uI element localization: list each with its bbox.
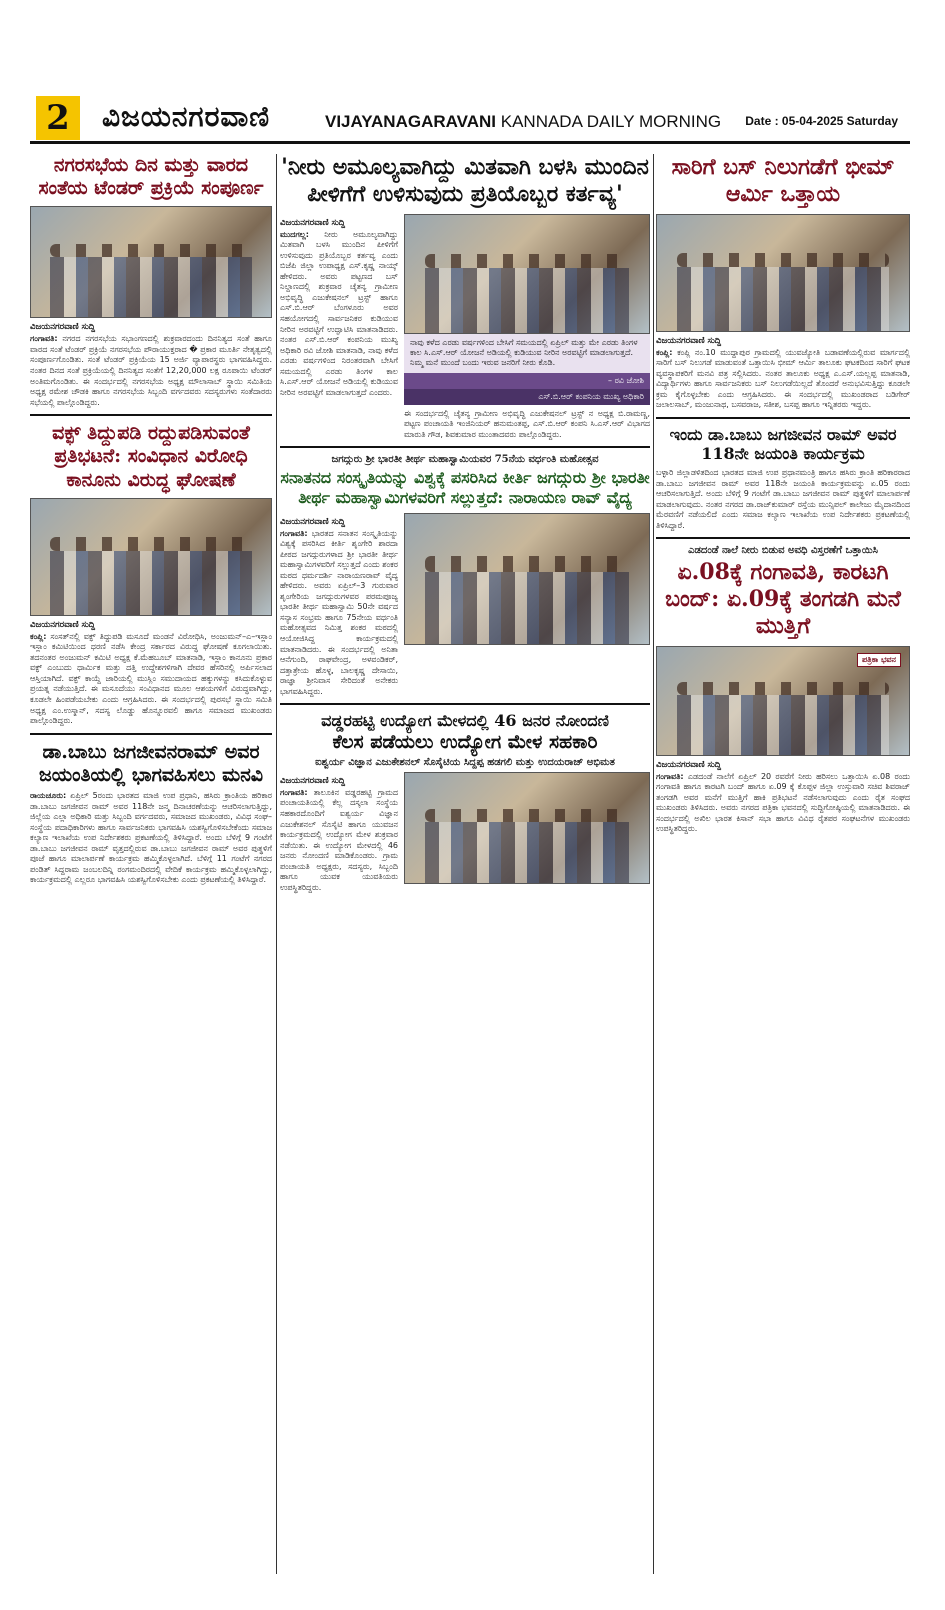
article-dateline: ಗಂಗಾವತಿ:	[280, 528, 308, 538]
article-photo	[404, 214, 650, 334]
article-text: ಎಡದಂಡೆ ನಾಲೆಗೆ ಏಪ್ರಿಲ್ 20 ರವರೆಗೆ ನೀರು ಹರಿಸಲು ಒತ್ತಾಯಿಸಿ ಏ.08 ರಂದು ಗಂಗಾವತಿ ಹಾಗೂ ಕಾರಟಗಿ ಬಂದ್ ಹಾಗೂ ಏ.09 ಕ್ಕೆ ಕೊಪ್ಪಳ ಜಿಲ್ಲಾ ಉಸ್ತುವಾರಿ ಸಚಿವ ಶಿವರಾಜ್ ತಂಗಡಗಿ ಅವರ ಮನೆಗೆ ಮುತ್ತಿಗೆ ಹಾಕಿ ಪ್ರತಿಭಟನೆ ನಡೆಸಲಾಗುವುದು ಎಂದು ರೈತ ಸಂಘದ ಮುಖಂಡರು ತಿಳಿಸಿದರು. ಅವರು ನಗರದ ಪತ್ರಿಕಾ ಭವನದಲ್ಲಿ ಸುದ್ದಿಗೋಷ್ಠಿಯಲ್ಲಿ ಮಾತನಾಡಿದರು. ಈ ಸಂದರ್ಭದಲ್ಲಿ ಅಖಿಲ ಭಾರತ ಕಿಸಾನ್ ಸಭಾ ಹಾಗೂ ವಿವಿಧ ರೈತಪರ ಸಂಘಟನೆಗಳ ಮುಖಂಡರು ಉಪಸ್ಥಿತರಿದ್ದರು.	[656, 771, 910, 834]
article-block	[280, 772, 650, 893]
paper-title-english-rest: KANNADA DAILY MORNING	[500, 112, 722, 131]
article-body	[280, 788, 398, 893]
article-photo-column	[404, 772, 650, 893]
article-dateline: ಗಂಗಾವತಿ:	[656, 771, 684, 781]
article-dateline: ಗಂಗಾವತಿ:	[280, 787, 308, 797]
divider	[656, 537, 910, 539]
article-text: ಬಳ್ಳಾರಿ ಜಿಲ್ಲಾಡಳಿತದಿಂದ ಭಾರತದ ಮಾಜಿ ಉಪ ಪ್ರಧಾನಮಂತ್ರಿ ಹಾಗೂ ಹಸಿರು ಕ್ರಾಂತಿ ಹರಿಕಾರರಾದ ಡಾ.ಬಾಬು ಜಗಜೀವನ ರಾಮ್ ಅವರ 118ನೇ ಜಯಂತಿ ಕಾರ್ಯಕ್ರಮವನ್ನು ಏ.05 ರಂದು ಆಚರಿಸಲಾಗುತ್ತಿದೆ. ಅಂದು ಬೆಳಿಗ್ಗೆ 9 ಗಂಟೆಗೆ ಡಾ.ಬಾಬು ಜಗಜೀವನ ರಾಮ್ ಪುತ್ಥಳಿಗೆ ಮಾಲಾರ್ಪಣೆ ಮಾಡಲಾಗುವುದು. ನಂತರ ನಗರದ ಡಾ.ರಾಜ್‌ಕುಮಾರ್ ರಸ್ತೆಯ ಮುನ್ಸಿಪಲ್ ಕಾಲೇಜು ಮೈದಾನದಿಂದ ಮೆರವಣಿಗೆ ನಡೆಯಲಿದೆ ಎಂದು ಸಮಾಜ ಕಲ್ಯಾಣ ಇಲಾಖೆಯ ಉಪ ನಿರ್ದೇಶಕರು ಪ್ರಕಟಣೆಯಲ್ಲಿ ತಿಳಿಸಿದ್ದಾರೆ.	[656, 467, 910, 530]
article-text-column	[280, 214, 398, 441]
article-headline: ವಕ್ಫ್ ತಿದ್ದುಪಡಿ ರದ್ದುಪಡಿಸುವಂತೆ ಪ್ರತಿಭಟನೆ: ಸಂವಿಧಾನ ವಿರೋಧಿ ಕಾನೂನು ವಿರುದ್ಧ ಘೋಷಣೆ	[52, 422, 250, 491]
article-byline: ವಿಜಯನಗರವಾಣಿ ಸುದ್ದಿ	[656, 759, 722, 770]
issue-date: Date : 05-04-2025 Saturday	[745, 114, 898, 128]
article-byline: ವಿಜಯನಗರವಾಣಿ ಸುದ್ದಿ	[280, 217, 346, 228]
article-dateline: ಗಂಗಾವತಿ:	[30, 334, 58, 344]
divider	[280, 446, 650, 448]
article-photo	[656, 214, 910, 332]
paper-title-english	[325, 112, 721, 132]
paper-title-english-bold: VIJAYANAGARAVANI	[325, 112, 496, 131]
article-text: ನಗರದ ನಗರಸಭೆಯ ಸಭಾಂಗಣದಲ್ಲಿ ಶುಕ್ರವಾರದಂದು ದಿನನಿತ್ಯದ ಸಂತೆ ಹಾಗೂ ವಾರದ ಸಂತೆ ಟೆಂಡರ್ ಪ್ರಕ್ರಿಯೆ ನಗರಸಭೆಯ ಪೌರಾಯುಕ್ತರಾದ � ಪ್ರಕಾರ ಮೂರ್ತಿ ನೇತೃತ್ವದಲ್ಲಿ ಸಂಪೂರ್ಣಗೊಂಡಿತು. ಸಂತೆ ಟೆಂಡರ್ ಪ್ರಕ್ರಿಯೆಯ 15 ಅರ್ಜಿ ವ್ಯಾಪಾರಸ್ಥರು ಭಾಗವಹಿಸಿದ್ದರು. ನಂತರ ದಿನದ ಸಂತೆ ಪ್ರಕ್ರಿಯೆಯಲ್ಲಿ ದಿನನಿತ್ಯದ ಸಂತೆಗೆ 12,20,000 ಲಕ್ಷ ರೂಪಾಯಿ ಟೆಂಡರ್ ಅಂತಿಮಗೊಂಡಿತು. ಈ ಸಂದರ್ಭದಲ್ಲಿ ನಗರಸಭೆಯ ಅಧ್ಯಕ್ಷ ಮೌಲಾಸಾಬ್ ಸ್ಥಾಯಿ ಸಮಿತಿಯ ಅಧ್ಯಕ್ಷ ರಮೇಶ ಚೌಡಕಿ ಹಾಗೂ ನಗರಸಭೆಯ ಸಿಬ್ಬಂದಿ ವರ್ಗದವರು ಸದಸ್ಯರುಗಳು ಸಂತೆದಾರರು ಸಭೆಯಲ್ಲಿ ಪಾಲ್ಗೊಂಡಿದ್ದರು.	[30, 334, 272, 407]
article-body	[656, 772, 910, 835]
article-text: ಸಂಸತ್‌ನಲ್ಲಿ ವಕ್ಫ್ ತಿದ್ದುಪಡಿ ಮಸೂದೆ ಮಂಡನೆ ವಿರೋಧಿಸಿ, ಅಂಜುಮನ್–ಎ–ಇಸ್ಲಾಂ ಇಸ್ಲಾಂ ಕಮಿಟಿಯಿಂದ ಧರಣಿ ನಡೆಸಿ ಕೇಂದ್ರ ಸರ್ಕಾರದ ವಿರುದ್ಧ ಘೋಷಣೆ ಕೂಗಲಾಯಿತು. ತದನಂತರ ಅಂಜುಮನ್ ಕಮಿಟಿ ಅಧ್ಯಕ್ಷ ಕೆ.ಮೆಹಬೂಬ್ ಮಾತನಾಡಿ, ಇಸ್ಲಾಂ ಕಾನೂನು ಪ್ರಕಾರ ವಕ್ಫ್ ಎಂಬುದು ಧಾರ್ಮಿಕ ಮತ್ತು ದತ್ತಿ ಉದ್ದೇಶಗಳಿಗಾಗಿ ದೇವರ ಹೆಸರಿನಲ್ಲಿ ಅರ್ಪಿಸಲಾದ ಆಸ್ತಿಯಾಗಿದೆ. ವಕ್ಫ್ ಕಾಯ್ದೆ ಜಾರಿಯಲ್ಲಿ ಮುಸ್ಲಿಂ ಸಮುದಾಯದ ಹಕ್ಕುಗಳನ್ನು ಕಸಿದುಕೊಳ್ಳುವ ಪ್ರಯತ್ನ ನಡೆಯುತ್ತಿದೆ. ಈ ಮಸೂದೆಯು ಸಂವಿಧಾನದ ಮೂಲ ಆಶಯಗಳಿಗೆ ವಿರುದ್ಧವಾಗಿದ್ದು, ಕೂಡಲೇ ಹಿಂಪಡೆಯಬೇಕು ಎಂದು ಆಗ್ರಹಿಸಿದರು. ಈ ಸಂದರ್ಭದಲ್ಲಿ ಪುರಸಭೆ ಸ್ಥಾಯಿ ಸಮಿತಿ ಅಧ್ಯಕ್ಷ ಎಂ.ಉಸ್ಮಾನ್, ಸದಸ್ಯ ಲೊಡ್ಡು ಹೊನ್ನೂರವಲಿ ಹಾಗೂ ಸಮಾಜದ ಮುಖಂಡರು ಪಾಲ್ಗೊಂಡಿದ್ದರು.	[30, 631, 272, 726]
middle-column	[280, 154, 650, 1574]
masthead	[30, 92, 910, 144]
article-dateline: ಕಂಪ್ಲಿ:	[656, 347, 673, 357]
article-headline: ಡಾ.ಬಾಬು ಜಗಜೀವನರಾಮ್ ಅವರ ಜಯಂತಿಯಲ್ಲಿ ಭಾಗವಹಿಸಲು ಮನವಿ	[38, 740, 264, 786]
divider	[280, 703, 650, 705]
article-headline: ಸಾರಿಗೆ ಬಸ್ ನಿಲುಗಡೆಗೆ ಭೀಮ್ ಆರ್ಮಿ ಒತ್ತಾಯ	[671, 154, 895, 207]
article-body	[280, 230, 398, 399]
article-text-column	[280, 513, 398, 698]
left-column	[30, 154, 272, 1574]
article-photo-column	[404, 214, 650, 441]
article-byline: ವಿಜಯನಗರವಾಣಿ ಸುದ್ದಿ	[280, 516, 346, 527]
article-text: ಕಂಪ್ಲಿ ನಂ.10 ಮುದ್ದಾಪುರ ಗ್ರಾಮದಲ್ಲಿ ಯುವಜ್ಯೋತಿ ಬಡಾವಣೆಯಲ್ಲಿರುವ ಮಾರ್ಗದಲ್ಲಿ ಸಾರಿಗೆ ಬಸ್ ನಿಲುಗಡೆ ಮಾಡುವಂತೆ ಒತ್ತಾಯಿಸಿ ಭೀಮ್ ಆರ್ಮಿ ತಾಲೂಕು ಘಟಕದಿಂದ ಸಾರಿಗೆ ಘಟಕ ವ್ಯವಸ್ಥಾಪಕರಿಗೆ ಮನವಿ ಪತ್ರ ಸಲ್ಲಿಸಿದರು. ನಂತರ ತಾಲೂಕು ಅಧ್ಯಕ್ಷ ಎ.ಎಸ್.ಯಲ್ಲಪ್ಪ ಮಾತನಾಡಿ, ವಿದ್ಯಾರ್ಥಿಗಳು ಹಾಗೂ ಸಾರ್ವಜನಿಕರು ಬಸ್ ನಿಲುಗಡೆಯಿಲ್ಲದೆ ತೊಂದರೆ ಅನುಭವಿಸುತ್ತಿದ್ದು ಕೂಡಲೇ ಕ್ರಮ ಕೈಗೊಳ್ಳಬೇಕು ಎಂದು ಆಗ್ರಹಿಸಿದರು. ಈ ಸಂದರ್ಭದಲ್ಲಿ ಮುಖಂಡರಾದ ಬಡಿಗೇರ್ ಜಲಾಲಸಾಬ್, ಮಂಜುನಾಥ, ಬಸವರಾಜ, ಸತೀಶ, ಬಸಪ್ಪ ಹಾಗೂ ಇನ್ನಿತರರು ಇದ್ದರು.	[656, 347, 910, 410]
article-photo	[656, 646, 910, 756]
article-byline: ವಿಜಯನಗರವಾಣಿ ಸುದ್ದಿ	[30, 322, 96, 333]
article-text: ಏಪ್ರಿಲ್ 5ರಂದು ಭಾರತದ ಮಾಜಿ ಉಪ ಪ್ರಧಾನಿ, ಹಸಿರು ಕ್ರಾಂತಿಯ ಹರಿಕಾರ ಡಾ.ಬಾಬು ಜಗಜೀವನ ರಾಮ್ ಅವರ 118ನೇ ಜನ್ಮ ದಿನಾಚರಣೆಯನ್ನು ಆಚರಿಸಲಾಗುತ್ತಿದ್ದು, ಜಿಲ್ಲೆಯ ಎಲ್ಲಾ ಅಧಿಕಾರಿ ಮತ್ತು ಸಿಬ್ಬಂದಿ ವರ್ಗದವರು, ಸಮಾಜದ ಮುಖಂಡರು, ವಿವಿಧ ಸಂಘ–ಸಂಸ್ಥೆಯ ಪದಾಧಿಕಾರಿಗಳು ಹಾಗೂ ಸಾರ್ವಜನಿಕರು ಭಾಗವಹಿಸಿ ಯಶಸ್ವಿಗೊಳಿಸಬೇಕೆಂದು ಸಮಾಜ ಕಲ್ಯಾಣ ಇಲಾಖೆಯ ಉಪ ನಿರ್ದೇಶಕರು ಪ್ರಕಟಣೆಯಲ್ಲಿ ತಿಳಿಸಿದ್ದಾರೆ. ಅಂದು ಬೆಳಿಗ್ಗೆ 9 ಗಂಟೆಗೆ ಡಾ.ಬಾಬು ಜಗಜೀವನ ರಾಮ್ ವೃತ್ತದಲ್ಲಿರುವ ಡಾ.ಬಾಬು ಜಗಜೀವನ ರಾಮ್ ಅವರ ಪುತ್ಥಳಿಗೆ ಪೂಜೆ ಹಾಗೂ ಮಾಲಾರ್ಪಣೆ ಕಾರ್ಯಕ್ರಮ ಹಮ್ಮಿಕೊಳ್ಳಲಾಗಿದೆ. ಬೆಳಿಗ್ಗೆ 11 ಗಂಟೆಗೆ ನಗರದ ಪಂಡಿತ್ ಸಿದ್ದರಾಮ ಜಂಬಲದಿನ್ನಿ ರಂಗಮಂದಿರದಲ್ಲಿ ವೇದಿಕೆ ಕಾರ್ಯಕ್ರಮ ಹಮ್ಮಿಕೊಳ್ಳಲಾಗಿದ್ದು, ಕಾರ್ಯಕ್ರಮದಲ್ಲಿ ಎಲ್ಲರೂ ಭಾಗವಹಿಸಿ ಯಶಸ್ವಿಗೊಳಿಸಬೇಕು ಎಂದು ಪ್ರಕಟಣೆಯಲ್ಲಿ ತಿಳಿಸಿದ್ದಾರೆ.	[30, 790, 272, 885]
article-byline: ವಿಜಯನಗರವಾಣಿ ಸುದ್ದಿ	[30, 619, 96, 630]
article-photo	[30, 498, 272, 616]
article-dateline: ಕಂಪ್ಲಿ:	[30, 631, 47, 641]
article-headline: ನಗರಸಭೆಯ ದಿನ ಮತ್ತು ವಾರದ ಸಂತೆಯ ಟೆಂಡರ್ ಪ್ರಕ್ರಿಯೆ ಸಂಪೂರ್ಣ	[38, 154, 264, 200]
paper-title-kannada: ವಿಜಯನಗರವಾಣಿ	[102, 100, 271, 133]
article-headline-secondary: ಕೆಲಸ ಪಡೆಯಲು ಉದ್ಯೋಗ ಮೇಳ ಸಹಕಾರಿ	[332, 730, 598, 753]
divider	[30, 414, 272, 416]
article-photo	[404, 772, 650, 884]
article-block	[280, 513, 650, 698]
article-text: ತಾಲೂಕಿನ ವಡ್ಡರಹಟ್ಟಿ ಗ್ರಾಮದ ಪಂಚಾಯತಿಯಲ್ಲಿ ಕೆಲ್ಲ ದಸ್ಕಲಾ ಸಂಸ್ಥೆಯ ಸಹಕಾರದೊಂದಿಗೆ ಐಶ್ವರ್ಯ ವಿಜ್ಞಾನ ಎಜುಕೇಶನಲ್ ಸೊಸೈಟಿ ಹಾಗೂ ಯುವಜನ ಕಾರ್ಯಕ್ರಮದಲ್ಲಿ ಉದ್ಯೋಗ ಮೇಳ ಶುಕ್ರವಾರ ನಡೆಯಿತು. ಈ ಉದ್ಯೋಗ ಮೇಳದಲ್ಲಿ 46 ಜನರು ನೋಂದಣಿ ಮಾಡಿಕೊಂಡರು. ಗ್ರಾಮ ಪಂಚಾಯತಿ ಅಧ್ಯಕ್ಷರು, ಸದಸ್ಯರು, ಸಿಬ್ಬಂದಿ ಹಾಗೂ ಯುವಕ ಯುವತಿಯರು ಉಪಸ್ಥಿತರಿದ್ದರು.	[280, 787, 398, 892]
article-photo	[30, 206, 272, 318]
article-byline: ವಿಜಯನಗರವಾಣಿ ಸುದ್ದಿ	[280, 775, 346, 786]
quote-role: ಎಸ್.ಬಿ.ಆರ್ ಕಂಪನಿಯ ಮುಖ್ಯ ಅಧಿಕಾರಿ	[404, 389, 650, 405]
article-headline: 'ನೀರು ಅಮೂಲ್ಯವಾಗಿದ್ದು ಮಿತವಾಗಿ ಬಳಸಿ ಮುಂದಿನ ಪೀಳಿಗೆಗೆ ಉಳಿಸುವುದು ಪ್ರತಿಯೊಬ್ಬರ ಕರ್ತವ್ಯ'	[281, 154, 649, 207]
article-text: ನೀರು ಅಮೂಲ್ಯವಾಗಿದ್ದು ಮಿತವಾಗಿ ಬಳಸಿ ಮುಂದಿನ ಪೀಳಿಗೆಗೆ ಉಳಿಸುವುದು ಪ್ರತಿಯೊಬ್ಬರ ಕರ್ತವ್ಯ ಎಂದು ಬಿಜೆಪಿ ಜಿಲ್ಲಾ ಉಪಾಧ್ಯಕ್ಷ ಎಸ್.ಕೃಷ್ಣ ನಾಯ್ಕ್ ಹೇಳಿದರು. ಅವರು ಪಟ್ಟಣದ ಬಸ್ ನಿಲ್ದಾಣದಲ್ಲಿ ಶುಕ್ರವಾರ ಚೈತನ್ಯ ಗ್ರಾಮೀಣ ಅಭಿವೃದ್ಧಿ ಎಜುಕೇಷನಲ್ ಟ್ರಸ್ಟ್ ಹಾಗೂ ಎಸ್.ಬಿ.ಆರ್ ಬೆಂಗಳೂರು ಅವರ ಸಹಯೋಗದಲ್ಲಿ ಸಾರ್ವಜನಿಕರ ಕುಡಿಯುವ ನೀರಿನ ಅರವಟ್ಟಿಗೆ ಉದ್ಘಾಟಿಸಿ ಮಾತನಾಡಿದರು. ನಂತರ ಎಸ್.ಬಿ.ಆರ್ ಕಂಪನಿಯ ಮುಖ್ಯ ಅಧಿಕಾರಿ ರವಿ ಜೋಶಿ ಮಾತನಾಡಿ, ನಾವು ಕಳೆದ ಎರಡು ವರ್ಷಗಳಿಂದ ನಿರಂತರವಾಗಿ ಬೇಸಿಗೆ ಸಮಯದಲ್ಲಿ ಎರಡು ತಿಂಗಳ ಕಾಲ ಸಿ.ಎಸ್.ಆರ್ ಯೋಜನೆ ಅಡಿಯಲ್ಲಿ ಕುಡಿಯುವ ನೀರಿನ ಅರವಟ್ಟಿಗೆ ಮಾಡಲಾಗುತ್ತದೆ ಎಂದರು.	[280, 229, 398, 397]
photo-caption: ನಾವು ಕಳೆದ ಎರಡು ವರ್ಷಗಳಿಂದ ಬೇಸಿಗೆ ಸಮಯದಲ್ಲಿ ಏಪ್ರಿಲ್ ಮತ್ತು ಮೇ ಎರಡು ತಿಂಗಳ ಕಾಲ ಸಿ.ಎಸ್.ಆರ್ ಯೋಜನೆ ಅಡಿಯಲ್ಲಿ ಕುಡಿಯುವ ನೀರಿನ ಅರವಟ್ಟಿಗೆ ಮಾಡಲಾಗುತ್ತದೆ. ನಿಮ್ಮ ಮನೆ ಮುಂದೆ ಬಂದು ಇರುವ ಜನರಿಗೆ ನೀರು ಕೊಡಿ.	[404, 334, 650, 373]
article-subhead: ಐಶ್ವರ್ಯ ವಿಜ್ಞಾನ ಎಜುಕೇಶನಲ್ ಸೊಸೈಟಿಯ ಸಿದ್ದಪ್ಪ ಹಡಗಲಿ ಮತ್ತು ಉದಯರಾಜ್ ಅಭಿಮತ	[315, 756, 615, 768]
article-kicker: ಎಡದಂಡೆ ನಾಲೆ ನೀರು ಬಿಡುವ ಅವಧಿ ವಿಸ್ತರಣೆಗೆ ಒತ್ತಾಯಿಸಿ	[688, 545, 878, 557]
article-body	[30, 632, 272, 727]
article-dateline: ಮುದಗಲ್ಲ:	[280, 229, 309, 239]
article-body	[656, 348, 910, 411]
divider	[30, 733, 272, 735]
article-text: ಭಾರತದ ಸನಾತನ ಸಂಸ್ಕೃತಿಯನ್ನು ವಿಶ್ವಕ್ಕೆ ಪಸರಿಸಿದ ಕೀರ್ತಿ ಶೃಂಗೇರಿ ಶಾರದಾ ಪೀಠದ ಜಗದ್ಗುರುಗಳಾದ ಶ್ರೀ ಭಾರತೀ ತೀರ್ಥ ಮಹಾಸ್ವಾಮಿಗಳವರಿಗೆ ಸಲ್ಲುತ್ತದೆ ಎಂದು ಶಂಕರ ಮಠದ ಧರ್ಮದರ್ಶಿ ನಾರಾಯಣರಾವ್ ವೈದ್ಯ ಹೇಳಿದರು. ಅವರು ಏಪ್ರಿಲ್–3 ಗುರುವಾರ ಶೃಂಗೇರಿಯ ಜಗದ್ಗುರುಗಳವರ ಪರಮಪೂಜ್ಯ ಭಾರತೀ ತೀರ್ಥ ಮಹಾಸ್ವಾಮಿ 50ನೇ ವರ್ಷದ ಸನ್ಯಾಸ ಸಂಭ್ರಮ ಹಾಗೂ 75ನೇಯ ವರ್ಧಂತಿ ಮಹೋತ್ಸವದ ನಿಮಿತ್ತ ಶಂಕರ ಮಠದಲ್ಲಿ ಆಯೋಜಿಸಿದ್ದ ಕಾರ್ಯಕ್ರಮದಲ್ಲಿ ಮಾತನಾಡಿದರು. ಈ ಸಂದರ್ಭದಲ್ಲಿ ಅನಿತಾ ಆನೆಗುಂದಿ, ರಾಘವೇಂದ್ರ, ಅಳವಂಡಿಕರ್, ದತ್ತಾತ್ರೇಯ ಹೊಳ್ಳ, ಬಾಲಕೃಷ್ಣ ದೇಸಾಯಿ, ರಾಜ್ಞಾ ಶ್ರೀನಿವಾಸ ಸೇರಿದಂತೆ ಅನೇಕರು ಭಾಗವಹಿಸಿದ್ದರು.	[280, 528, 399, 696]
article-dateline: ರಾಯಚೂರು:	[30, 790, 67, 800]
article-text-column	[280, 772, 398, 893]
article-headline: ಏ.08ಕ್ಕೆ ಗಂಗಾವತಿ, ಕಾರಟಗಿ ಬಂದ್: ಏ.09ಕ್ಕೆ ತಂಗಡಗಿ ಮನೆ ಮುತ್ತಿಗೆ	[665, 559, 901, 639]
article-photo-column	[404, 513, 650, 698]
article-body	[30, 334, 272, 408]
article-byline: ವಿಜಯನಗರವಾಣಿ ಸುದ್ದಿ	[656, 335, 722, 346]
newspaper-page	[30, 92, 910, 1580]
article-block	[280, 214, 650, 441]
article-headline: ಸನಾತನದ ಸಂಸ್ಕೃತಿಯನ್ನು ವಿಶ್ವಕ್ಕೆ ಪಸರಿಸಿದ ಕೀರ್ತಿ ಜಗದ್ಗುರು ಶ್ರೀ ಭಾರತೀ ತೀರ್ಥ ಮಹಾಸ್ವಾಮಿಗಳವರಿಗೆ ಸಲ್ಲುತ್ತದೆ: ನಾರಾಯಣ ರಾವ್ ವೈದ್ಯ	[280, 468, 650, 507]
article-text: ಈ ಸಂದರ್ಭದಲ್ಲಿ ಚೈತನ್ಯ ಗ್ರಾಮೀಣ ಅಭಿವೃದ್ಧಿ ಎಜುಕೇಷನಲ್ ಟ್ರಸ್ಟ್ ನ ಅಧ್ಯಕ್ಷ ಬಿ.ರಾಮಣ್ಣ, ಪಟ್ಟಣ ಪಂಚಾಯತಿ ಇಂಜಿನಿಯರ್ ಹನುಮಂತಪ್ಪ, ಎಸ್.ಬಿ.ಆರ್ ಕಂಪನಿ ಸಿ.ಎಸ್.ಆರ್ ವಿಭಾಗದ ಮಾರುತಿ ಗೌಡ, ಶಿವಕುಮಾರ ಮುಂತಾದವರು ಪಾಲ್ಗೊಂಡಿದ್ದರು.	[404, 408, 650, 439]
article-photo	[404, 513, 650, 645]
article-body	[280, 529, 398, 698]
column-rule	[653, 154, 654, 1574]
column-rule	[276, 154, 277, 1574]
divider	[656, 417, 910, 419]
quote-author: – ರವಿ ಜೋಶಿ	[404, 373, 650, 389]
article-body	[30, 791, 272, 886]
page-number: 2	[36, 96, 80, 140]
article-headline: ಇಂದು ಡಾ.ಬಾಬು ಜಗಜೀವನ ರಾಮ್ ಅವರ 118ನೇ ಜಯಂತಿ ಕಾರ್ಯಕ್ರಮ	[669, 424, 897, 464]
photo-label: ಪತ್ರಿಕಾ ಭವನ	[857, 653, 901, 667]
article-headline: ವಡ್ಡರಹಟ್ಟಿ ಉದ್ಯೋಗ ಮೇಳದಲ್ಲಿ 46 ಜನರ ನೋಂದಣಿ	[321, 711, 609, 731]
article-kicker: ಜಗದ್ಗುರು ಶ್ರೀ ಭಾರತೀ ತೀರ್ಥ ಮಹಾಸ್ವಾಮಿಯವರ 75ನೆಯ ವರ್ಧಂತಿ ಮಹೋತ್ಸವ	[331, 454, 599, 466]
right-column	[656, 154, 910, 1574]
